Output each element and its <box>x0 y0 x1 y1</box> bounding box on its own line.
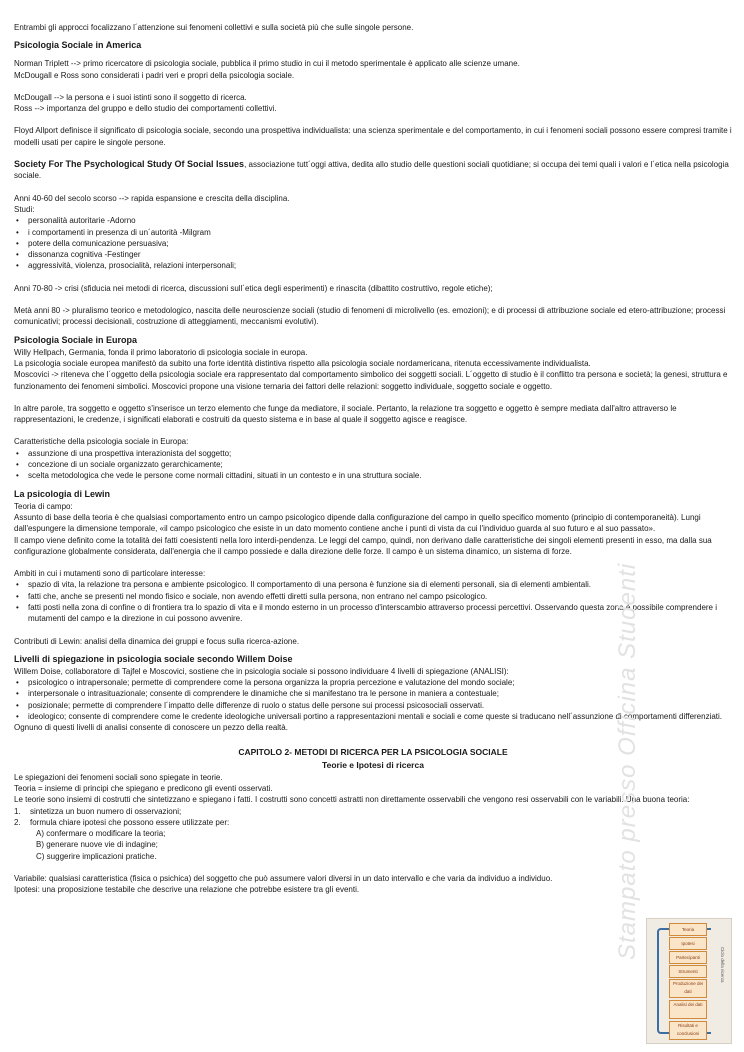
sub-item: B) generare nuove vie di indagine; <box>36 840 158 850</box>
diagram-box: Ipotesi <box>669 937 707 950</box>
list-item: • interpersonale o intrasituazionale; consente di comprendere le dinamiche che si manifestano tra le persone in maniera a contestuale; <box>14 688 732 699</box>
list-label: Caratteristiche della psicologia sociale in Europa: <box>14 437 189 447</box>
studi-list <box>14 215 732 271</box>
heading-america: Psicologia Sociale in America <box>14 40 142 51</box>
list-item: • concezione di un sociale organizzato gerarchicamente; <box>14 459 732 470</box>
society-text: , associazione tutt´oggi attiva, dedita allo studio delle questioni sociali quotidiane; si occupa dei temi quali i valori e l´etica nella psicologia sociale. <box>14 160 729 181</box>
list-item: • dissonanza cognitiva -Festinger <box>14 249 732 260</box>
list-item: • fatti che, anche se presenti nel mondo fisico e sociale, non avendo effetti diretti sulla persona, non entrano nel campo psicologico. <box>14 591 732 602</box>
paragraph: Anni 70-80 -> crisi (sfiducia nei metodi di ricerca, discussioni sull´etica degli esperimenti) e rinascita (dibattito costruttivo, regole etiche); <box>14 283 493 293</box>
list-item: • potere della comunicazione persuasiva; <box>14 238 732 249</box>
paragraph: Metà anni 80 -> pluralismo teorico e metodologico, nascita delle neuroscienze sociali (studio di fenomeni di microlivello (es. emozioni); e di processi di attribuzione sociale ed etero-attribuzione; processi comunicativi; processi decisionali, costruzione di atteggiamenti, meccanismi evolutivi). <box>14 306 726 327</box>
subheading: Teoria di campo: <box>14 501 73 511</box>
watermark: Stampato presso Officina Studenti <box>614 562 641 960</box>
paragraph: Moscovici -> riteneva che l´oggetto della psicologia sociale era rappresentato dal comportamento simbolico dei soggetti sociali. L´oggetto di studio è il conflitto tra persona e società; la genesi, struttura e funzionamento dei fenomeni simbolici. Moscovici propone una visione ternaria dei fattori delle relazioni: soggetto individuale, soggetto sociale e oggetto. <box>14 370 728 391</box>
diagram-box: Teoria <box>669 923 707 936</box>
paragraph: Ipotesi: una proposizione testabile che descrive una relazione che potrebbe esistere tra gli eventi. <box>14 885 360 895</box>
list-item: • psicologico o intrapersonale; permette di comprendere come la persona organizza la propria percezione e valutazione del mondo sociale; <box>14 677 732 688</box>
paragraph: Variabile: qualsiasi caratteristica (fisica o psichica) del soggetto che può assumere valori diversi in un dato intervallo e che varia da individuo a individuo. <box>14 874 553 884</box>
list-item: • aggressività, violenza, prosocialità, relazioni interpersonali; <box>14 260 732 271</box>
chapter-title: CAPITOLO 2- METODI DI RICERCA PER LA PSICOLOGIA SOCIALE <box>238 746 508 757</box>
list-item: • assunzione di una prospettiva interazionista del soggetto; <box>14 448 732 459</box>
paragraph: Willem Doise, collaboratore di Tajfel e Moscovici, sostiene che in psicologia sociale si possono individuare 4 livelli di spiegazione (ANALISI): <box>14 666 509 676</box>
list-label: Ambiti in cui i mutamenti sono di particolare interesse: <box>14 569 206 579</box>
list-text: sintetizza un buon numero di osservazioni; <box>30 806 182 816</box>
paragraph: Contributi di Lewin: analisi della dinamica dei gruppi e focus sulla ricerca-azione. <box>14 636 300 646</box>
research-cycle-diagram <box>646 918 732 1044</box>
diagram-box: Produzione dei dati <box>669 979 707 998</box>
chapter-subtitle: Teorie e Ipotesi di ricerca <box>322 760 424 771</box>
paragraph: Ross --> importanza del gruppo e dello studio dei comportamenti collettivi. <box>14 104 277 114</box>
list-item: • fatti posti nella zona di confine o di frontiera tra lo spazio di vita e il mondo esterno in un processo d'interscambio attraverso processi percettivi. Osservando questa zona è possibile comprendere i mutamenti del campo e la direzione in cui possono avvenire. <box>14 602 732 625</box>
list-item: • posizionale; permette di comprendere l´impatto delle differenze di ruolo o status delle persone sui processi psicosociali osservati. <box>14 700 732 711</box>
list-item: • personalità autoritarie -Adorno <box>14 215 732 226</box>
paragraph: Ognuno di questi livelli di analisi consente di conoscere un pezzo della realtà. <box>14 723 288 733</box>
paragraph: McDougall e Ross sono considerati i padri veri e propri della psicologia sociale. <box>14 70 295 80</box>
list-item: • scelta metodologica che vede le persone come normali cittadini, situati in un contesto e in una struttura sociale. <box>14 470 732 481</box>
list-number: 2. <box>14 817 21 827</box>
society-paragraph <box>14 159 732 182</box>
list-number: 1. <box>14 806 21 816</box>
paragraph: Norman Triplett --> primo ricercatore di psicologia sociale, pubblica il primo studio in cui il metodo sperimentale è applicato alle scienze umane. <box>14 59 520 69</box>
paragraph: Assunto di base della teoria è che qualsiasi comportamento entro un campo psicologico dipende dalla configurazione del campo in quello specifico momento (principio di contemporaneità). Lungi dall'espungere la dimensione temporale, «il campo psicologico che esiste in un dato momento contiene anche i punti di vista da cui l'individuo guarda al suo futuro e al suo passato». <box>14 512 701 534</box>
list-item: • spazio di vita, la relazione tra persona e ambiente psicologico. Il comportamento di una persona è funzione sia di elementi personali, sia di elementi ambientali. <box>14 579 732 590</box>
paragraph: Le teorie sono insiemi di costrutti che sintetizzano e spiegano i fatti. I costrutti sono concetti astratti non direttamente osservabili che vengono resi osservabili con le variabili. Una buona teoria: <box>14 795 690 805</box>
paragraph: Floyd Allport definisce il significato di psicologia sociale, secondo una prospettiva individualista: una scienza sperimentale e del comportamento, in cui i fenomeni sociali possono essere compresi tramite i modelli usati per capire le singole persone. <box>14 126 732 147</box>
diagram-box: Strumenti <box>669 965 707 978</box>
paragraph: In altre parole, tra soggetto e oggetto s'inserisce un terzo elemento che funge da mediatore, il sociale. Pertanto, la relazione tra soggetto e oggetto è sempre mediata dall'altro attraverso le rappresentazioni, le credenze, i significati elaborati e costruiti da questo sistema e in base al quale il soggetto agisce e reagisce. <box>14 403 677 425</box>
paragraph: Le spiegazioni dei fenomeni sociali sono spiegate in teorie. <box>14 772 223 782</box>
list-text: formula chiare ipotesi che possono essere utilizzate per: <box>30 817 230 827</box>
diagram-side-label: Ciclo della ricerca <box>720 947 725 983</box>
diagram-box: Partecipanti <box>669 951 707 964</box>
heading-doise: Livelli di spiegazione in psicologia sociale secondo Willem Doise <box>14 653 293 664</box>
list-item: • ideologico; consente di comprendere come le credente ideologiche universali portino a rappresentazioni mentali e sociali e come queste si traducano nell´assunzione di comportamenti differenziati. <box>14 711 732 722</box>
diagram-box: Analisi dei dati <box>669 1000 707 1019</box>
list-label: Studi: <box>14 204 35 214</box>
paragraph: Il campo viene definito come la totalità dei fatti coesistenti nella loro interdi-pendenza. Le leggi del campo, quindi, non derivano dalle caratteristiche dei singoli elementi presenti in esso, ma dalla sua configurazione globalmente considerata, dall'energia che il campo possiede e dalla direzione delle forze. Il campo è un sistema dinamico, un sistema di forze. <box>14 535 712 556</box>
caratteristiche-list <box>14 448 732 482</box>
paragraph: Teoria = insieme di principi che spiegano e predicono gli eventi osservati. <box>14 783 273 793</box>
society-name: Society For The Psychological Study Of Social Issues <box>14 159 245 170</box>
paragraph: Anni 40-60 del secolo scorso --> rapida espansione e crescita della disciplina. <box>14 193 290 203</box>
paragraph: Willy Hellpach, Germania, fonda il primo laboratorio di psicologia sociale in europa. <box>14 347 308 357</box>
sub-item: C) suggerire implicazioni pratiche. <box>36 851 157 861</box>
list-item: • i comportamenti in presenza di un´autorità -Milgram <box>14 227 732 238</box>
paragraph: La psicologia sociale europea manifestò da subito una forte identità distintiva rispetto alla psicologia sociale nordamericana, ritenuta eccessivamente individualista. <box>14 358 591 368</box>
diagram-box: Risultati e conclusioni <box>669 1021 707 1040</box>
heading-europa: Psicologia Sociale in Europa <box>14 334 138 345</box>
sub-item: A) confermare o modificare la teoria; <box>36 829 166 839</box>
heading-lewin: La psicologia di Lewin <box>14 488 111 499</box>
paragraph: McDougall --> la persona e i suoi istinti sono il soggetto di ricerca. <box>14 92 247 102</box>
intro-paragraph: Entrambi gli approcci focalizzano l´attenzione sui fenomeni collettivi e sulla società più che sulle singole persone. <box>14 23 414 32</box>
